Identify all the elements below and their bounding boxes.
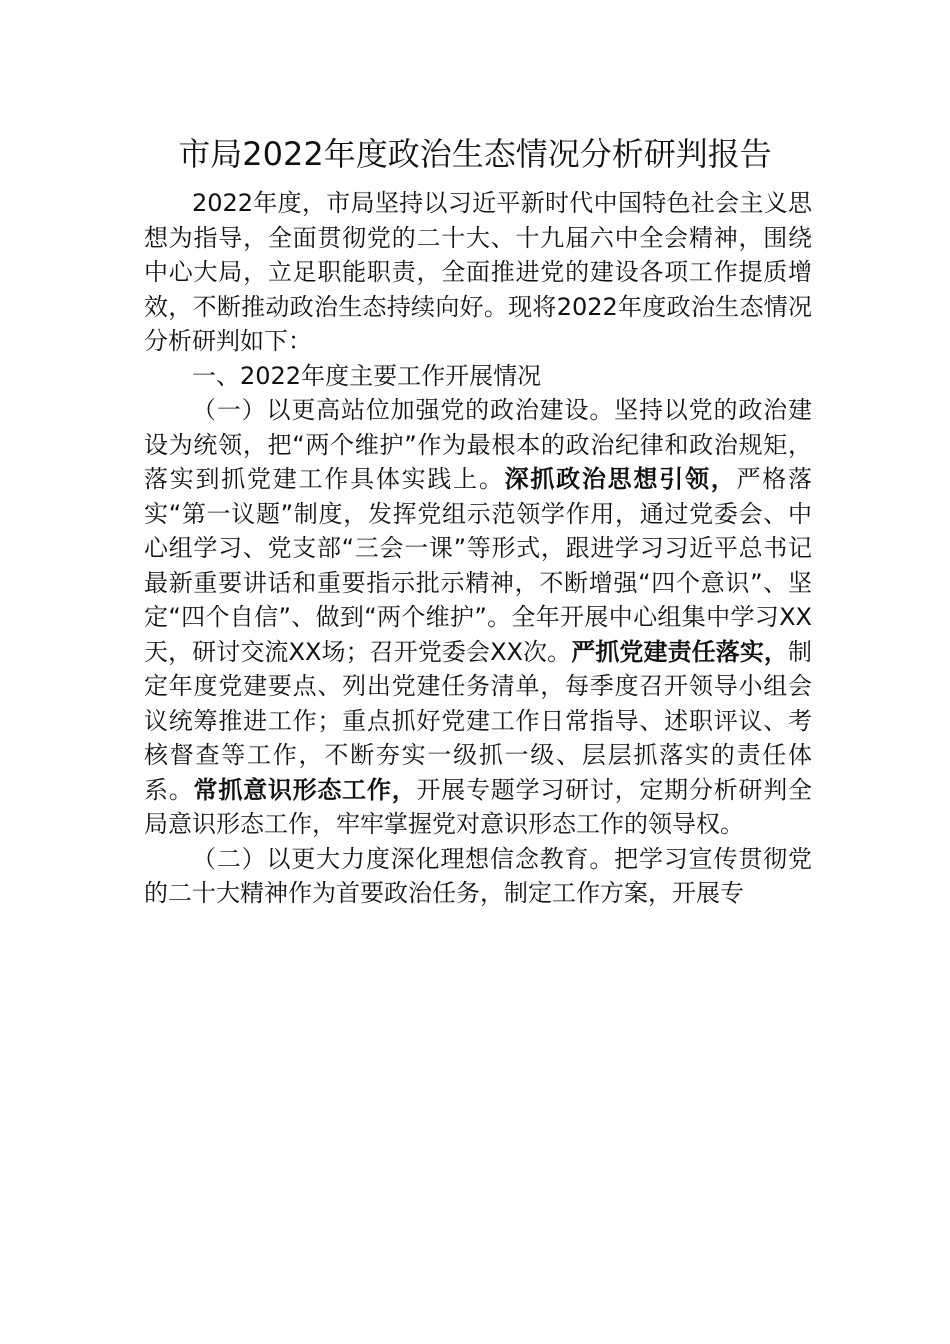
paragraph-lead: （一）以更高站位加强党的政治建设。坚持以党的政治建设为统领，把“两个维护”作为最根本的政治纪律和政治规矩，落实到抓党建工作具体实践上。: [144, 396, 812, 493]
section-heading: 一、2022年度主要工作开展情况: [192, 361, 542, 390]
bold-phrase-ideology: 深抓政治思想引领，: [504, 465, 737, 493]
document-title: 市局2022年度政治生态情况分析研判报告: [178, 135, 772, 173]
paragraph-political-building: [144, 393, 812, 842]
intro-paragraph: 2022年度，市局坚持以习近平新时代中国特色社会主义思想为指导，全面贯彻党的二十大、十九届六中全会精神，围绕中心大局，立足职能职责，全面推进党的建设各项工作提质增效，不断推动政治生态持续向好。现将2022年度政治生态情况分析研判如下：: [144, 189, 812, 355]
paragraph-text: 开展专题学习研讨，定期分析研判全局意识形态工作，牢牢掌握党对意识形态工作的领导权。: [144, 775, 813, 838]
paragraph-belief-education: （二）以更大力度深化理想信念教育。把学习宣传贯彻党的二十大精神作为首要政治任务，制定工作方案，开展专: [144, 844, 812, 907]
paragraph-text: 制定年度党建要点、列出党建任务清单，每季度召开领导小组会议统筹推进工作；重点抓好党建工作日常指导、述职评议、考核督查等工作，不断夯实一级抓一级、层层抓落实的责任体系。: [144, 637, 813, 804]
bold-phrase-responsibility: 严抓党建责任落实，: [571, 637, 789, 666]
paragraph-text: 严格落实“第一议题”制度，发挥党组示范领学作用，通过党委会、中心组学习、党支部“三会一课”等形式，跟进学习习近平总书记最新重要讲话和重要指示批示精神，不断增强“四个意识”、坚定“四个自信”、做到“两个维护”。全年开展中心组集中学习XX天，研讨交流XX场；召开党委会XX次。: [144, 465, 813, 666]
document-body: [144, 186, 812, 911]
bold-phrase-ideological-work: 常抓意识形态工作，: [193, 775, 417, 804]
